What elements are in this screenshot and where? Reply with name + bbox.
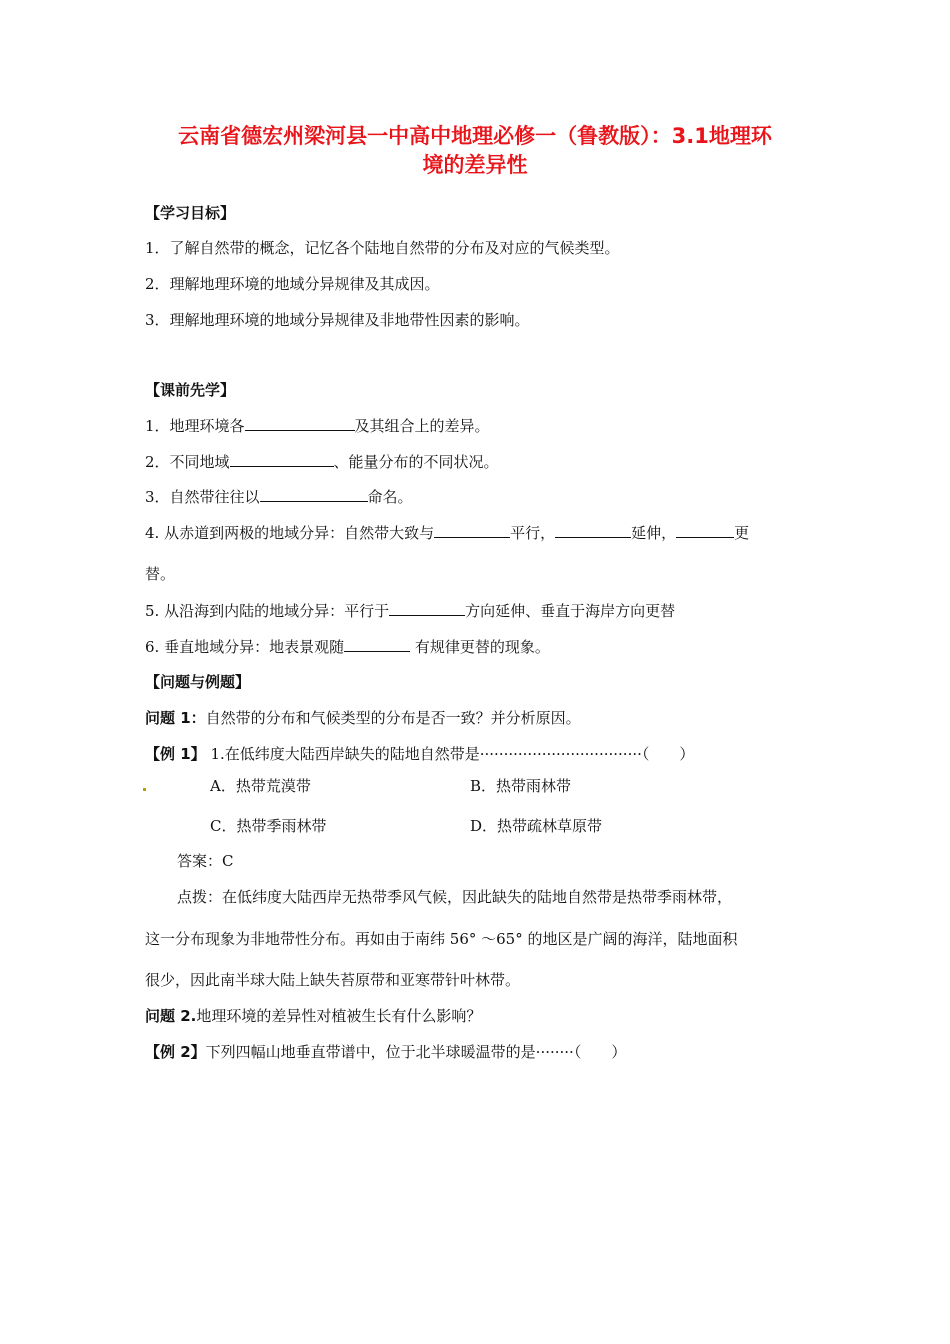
- problem-2: [145, 1006, 481, 1026]
- prestudy-4-text-d: 更: [734, 524, 750, 542]
- prestudy-5-text-b: 方向延伸、垂直于海岸方向更替: [465, 602, 676, 620]
- hint-line-3: 很少，因此南半球大陆上缺失苔原带和亚寒带针叶林带。: [145, 971, 521, 989]
- fill-blank[interactable]: [344, 636, 410, 652]
- prestudy-6-text-b: 有规律更替的现象。: [410, 638, 550, 656]
- fill-blank[interactable]: [676, 522, 734, 538]
- fill-blank[interactable]: [260, 486, 368, 502]
- title-line-2: 境的差异性: [422, 153, 528, 177]
- prestudy-item-2: [145, 451, 499, 472]
- prestudy-2-text-a: 2．不同地域: [145, 453, 230, 471]
- prestudy-2-text-b: 、能量分布的不同状况。: [333, 453, 499, 471]
- fill-blank[interactable]: [389, 600, 465, 616]
- example-1: [145, 744, 694, 764]
- prestudy-1-text-b: 及其组合上的差异。: [354, 417, 490, 435]
- fill-blank[interactable]: [434, 522, 510, 538]
- prestudy-6-text-a: 6. 垂直地域分异：地表景观随: [145, 638, 345, 656]
- goal-item-3: 3．理解地理环境的地域分异规律及非地带性因素的影响。: [145, 311, 530, 329]
- problem-1-text: 自然带的分布和气候类型的分布是否一致？并分析原因。: [205, 709, 581, 727]
- example-1-label: 【例 1】: [145, 745, 206, 763]
- goal-item-2: 2．理解地理环境的地域分异规律及其成因。: [145, 275, 440, 293]
- goal-item-1: 1．了解自然带的概念，记忆各个陆地自然带的分布及对应的气候类型。: [145, 239, 620, 257]
- example-1-question: 1.在低纬度大陆西岸缺失的陆地自然带是··································（ ）: [205, 745, 695, 763]
- prestudy-5-text-a: 5. 从沿海到内陆的地域分异：平行于: [145, 602, 390, 620]
- option-a: A．热带荒漠带: [210, 777, 311, 795]
- prestudy-item-4-cont: 替。: [145, 565, 176, 583]
- goals-heading: 【学习目标】: [145, 204, 236, 222]
- hint-line-1: 点拨：在低纬度大陆西岸无热带季风气候，因此缺失的陆地自然带是热带季雨林带，: [177, 888, 733, 906]
- prestudy-1-text-a: 1．地理环境各: [145, 417, 245, 435]
- option-d: D．热带疏林草原带: [470, 817, 603, 835]
- prestudy-item-3: [145, 486, 413, 507]
- answer: 答案：C: [177, 852, 234, 870]
- prestudy-item-6: [145, 636, 550, 657]
- fill-blank[interactable]: [555, 522, 631, 538]
- example-2-label: 【例 2】: [145, 1043, 206, 1061]
- problem-1: [145, 708, 581, 728]
- problem-2-text: 地理环境的差异性对植被生长有什么影响？: [196, 1007, 482, 1025]
- prestudy-item-4: [145, 522, 749, 543]
- problem-2-label: 问题 2.: [145, 1007, 197, 1025]
- option-c: C．热带季雨林带: [210, 817, 327, 835]
- fill-blank[interactable]: [245, 415, 355, 431]
- hint-line-2: 这一分布现象为非地带性分布。再如由于南纬 56° ～65° 的地区是广阔的海洋，陆地面积: [145, 930, 738, 948]
- prestudy-item-5: [145, 600, 675, 621]
- title-line-1: 云南省德宏州梁河县一中高中地理必修一（鲁教版）：3.1地理环: [178, 124, 772, 148]
- example-2-text: 下列四幅山地垂直带谱中，位于北半球暖温带的是········（ ）: [205, 1043, 627, 1061]
- prestudy-3-text-b: 命名。: [367, 488, 413, 506]
- option-b: B．热带雨林带: [470, 777, 572, 795]
- stray-mark: [143, 788, 146, 791]
- prestudy-4-text-c: 延伸，: [631, 524, 677, 542]
- fill-blank[interactable]: [230, 451, 334, 467]
- problem-1-label: 问题 1：: [145, 709, 206, 727]
- problems-heading: 【问题与例题】: [145, 673, 251, 691]
- prestudy-item-1: [145, 415, 490, 436]
- prestudy-3-text-a: 3．自然带往往以: [145, 488, 260, 506]
- prestudy-heading: 【课前先学】: [145, 381, 236, 399]
- document-title: [120, 122, 830, 180]
- prestudy-4-text-b: 平行，: [510, 524, 556, 542]
- example-2: [145, 1042, 626, 1062]
- prestudy-4-text-a: 4. 从赤道到两极的地域分异：自然带大致与: [145, 524, 435, 542]
